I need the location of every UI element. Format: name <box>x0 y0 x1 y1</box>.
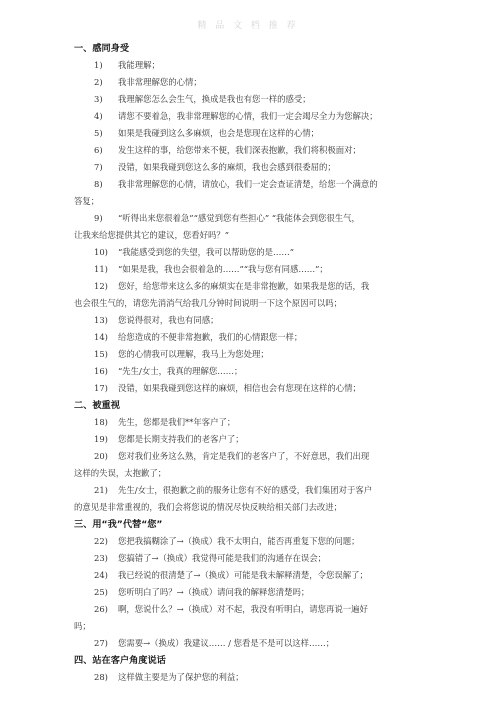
section-heading: 一、感同身受 <box>74 43 130 54</box>
item-number: 24) <box>94 570 108 580</box>
item-first-line <box>74 142 448 159</box>
list-item <box>74 142 448 159</box>
item-number: 8) <box>94 179 103 189</box>
item-text: 如果是我碰到这么多麻烦，也会是您现在这样的心情； <box>118 128 319 138</box>
list-item <box>74 312 448 329</box>
item-text: 发生这样的事，给您带来不便，我们深表抱歉，我们将积极面对； <box>118 145 361 155</box>
list-item <box>74 635 448 652</box>
item-number: 14) <box>94 332 108 342</box>
item-first-line <box>74 431 448 448</box>
list-item <box>74 584 448 601</box>
item-number: 7) <box>94 162 103 172</box>
item-number: 16) <box>94 366 108 376</box>
item-first-line <box>74 533 448 550</box>
item-text: “听得出来您很着急”“感觉到您有些担心” “我能体会到您很生气， <box>118 213 360 223</box>
item-first-line <box>74 363 448 380</box>
list-item <box>74 329 448 346</box>
item-number: 5) <box>94 128 103 138</box>
item-number: 28) <box>94 672 108 682</box>
item-first-line <box>74 312 448 329</box>
list-item <box>74 176 448 210</box>
item-first-line <box>74 210 448 227</box>
list-item <box>74 159 448 176</box>
item-text: 您都是长期支持我们的老客户了； <box>118 434 244 444</box>
item-text: 没错，如果我碰到您这样的麻烦，相信也会有您现在这样的心情； <box>118 383 361 393</box>
item-text: 您把我搞糊涂了→（换成）我不太明白，能否再重复下您的问题； <box>118 536 360 546</box>
item-text: “先生/女士，我真的理解您……； <box>118 366 243 376</box>
item-text: 给您造成的不便非常抱歉，我们的心情跟您一样； <box>118 332 303 342</box>
list-item <box>74 278 448 312</box>
item-continuation: 这样的失误，太抱歉了； <box>74 468 167 478</box>
list-item <box>74 108 448 125</box>
item-number: 25) <box>94 587 108 597</box>
item-text: 您对我们业务这么熟，肯定是我们的老客户了，不好意思，我们出现 <box>118 451 370 461</box>
item-text: 您的心情我可以理解，我马上为您处理； <box>118 349 269 359</box>
item-number: 6) <box>94 145 103 155</box>
item-text: 我理解您怎么会生气，换成是我也有您一样的感受； <box>118 94 311 104</box>
list-item <box>74 567 448 584</box>
item-continuation: 吗； <box>74 621 91 631</box>
item-first-line <box>74 176 448 193</box>
item-text: 您好，给您带来这么多的麻烦实在是非常抱歉，如果我是您的话，我 <box>118 281 370 291</box>
item-number: 10) <box>94 247 108 257</box>
item-number: 15) <box>94 349 108 359</box>
list-item <box>74 431 448 448</box>
list-item <box>74 125 448 142</box>
list-item <box>74 533 448 550</box>
item-text: “如果是我，我也会很着急的……”“我与您有同感……”； <box>118 264 328 274</box>
item-first-line <box>74 346 448 363</box>
list-item <box>74 482 448 516</box>
list-item <box>74 414 448 431</box>
item-first-line <box>74 329 448 346</box>
list-item <box>74 380 448 397</box>
item-first-line <box>74 550 448 567</box>
item-number: 20) <box>94 451 108 461</box>
item-number: 23) <box>94 553 108 563</box>
item-number: 19) <box>94 434 108 444</box>
item-number: 18) <box>94 417 108 427</box>
item-text: 我非常理解您的心情，请放心，我们一定会查证清楚，给您一个满意的 <box>118 179 378 189</box>
item-first-line <box>74 635 448 652</box>
item-text: “我能感受到您的失望，我可以帮助您的是……” <box>118 247 295 257</box>
item-text: 我能理解； <box>118 60 160 70</box>
list-item <box>74 550 448 567</box>
item-text: 没错，如果我碰到您这么多的麻烦，我也会感到很委屈的； <box>118 162 336 172</box>
item-continuation: 答复； <box>74 196 100 206</box>
item-continuation: 让我来给您提供其它的建议，您看好吗？” <box>74 230 230 240</box>
list-item <box>74 363 448 380</box>
section-heading: 二、被重视 <box>74 400 120 411</box>
item-text: 先生/女士，很抱歉之前的服务让您有不好的感受，我们集团对于客户 <box>118 485 373 495</box>
item-number: 3) <box>94 94 103 104</box>
list-item <box>74 244 448 261</box>
list-item <box>74 601 448 635</box>
item-first-line <box>74 584 448 601</box>
item-first-line <box>74 91 448 108</box>
item-text: 我已经说的很清楚了→（换成）可能是我未解释清楚，令您误解了； <box>118 570 368 580</box>
item-text: 您听明白了吗？→（换成）请问我的解释您清楚吗； <box>118 587 310 597</box>
list-item <box>74 91 448 108</box>
item-text: 这样做主要是为了保护您的利益； <box>118 672 244 682</box>
item-number: 22) <box>94 536 108 546</box>
item-first-line <box>74 278 448 295</box>
section-heading: 三、用“我”代替“您” <box>74 519 163 530</box>
item-continuation: 的意见是非常重视的，我们会将您说的情况尽快反映给相关部门去改进； <box>74 502 342 512</box>
item-number: 21) <box>94 485 108 495</box>
item-first-line <box>74 448 448 465</box>
item-text: 啊，您说什么？→（换成）对不起，我没有听明白，请您再说一遍好 <box>118 604 368 614</box>
item-number: 2) <box>94 77 103 87</box>
item-first-line <box>74 125 448 142</box>
list-item <box>74 261 448 278</box>
item-number: 13) <box>94 315 108 325</box>
item-text: 我非常理解您的心情； <box>118 77 202 87</box>
item-text: 您需要→（换成）我建议…… / 您看是不是可以这样……； <box>118 638 335 648</box>
list-item <box>74 346 448 363</box>
item-text: 先生，您都是我们**年客户了； <box>118 417 236 427</box>
list-item <box>74 448 448 482</box>
item-first-line <box>74 414 448 431</box>
item-first-line <box>74 601 448 618</box>
list-item <box>74 57 448 74</box>
item-number: 9) <box>94 213 103 223</box>
item-first-line <box>74 380 448 397</box>
item-number: 26) <box>94 604 108 614</box>
item-text: 您搞错了→（换成）我觉得可能是我们的沟通存在误会； <box>118 553 327 563</box>
item-first-line <box>74 567 448 584</box>
item-first-line <box>74 108 448 125</box>
item-text: 请您不要着急，我非常理解您的心情，我们一定会竭尽全力为您解决； <box>118 111 378 121</box>
item-number: 1) <box>94 60 103 70</box>
item-first-line <box>74 57 448 74</box>
item-first-line <box>74 669 448 686</box>
item-number: 27) <box>94 638 108 648</box>
item-number: 4) <box>94 111 103 121</box>
list-item <box>74 210 448 244</box>
watermark: 精 品 文 档 推 荐 <box>197 21 299 31</box>
item-first-line <box>74 244 448 261</box>
item-text: 您说得很对，我也有同感； <box>118 315 219 325</box>
item-continuation: 也会很生气的，请您先消消气给我几分钟时间说明一下这个原因可以吗； <box>74 298 342 308</box>
item-first-line <box>74 482 448 499</box>
item-number: 12) <box>94 281 108 291</box>
item-number: 11) <box>94 264 108 274</box>
item-first-line <box>74 261 448 278</box>
item-first-line <box>74 159 448 176</box>
document-body <box>74 40 448 686</box>
item-number: 17) <box>94 383 108 393</box>
item-first-line <box>74 74 448 91</box>
list-item <box>74 669 448 686</box>
section-heading: 四、站在客户角度说话 <box>74 655 166 666</box>
list-item <box>74 74 448 91</box>
